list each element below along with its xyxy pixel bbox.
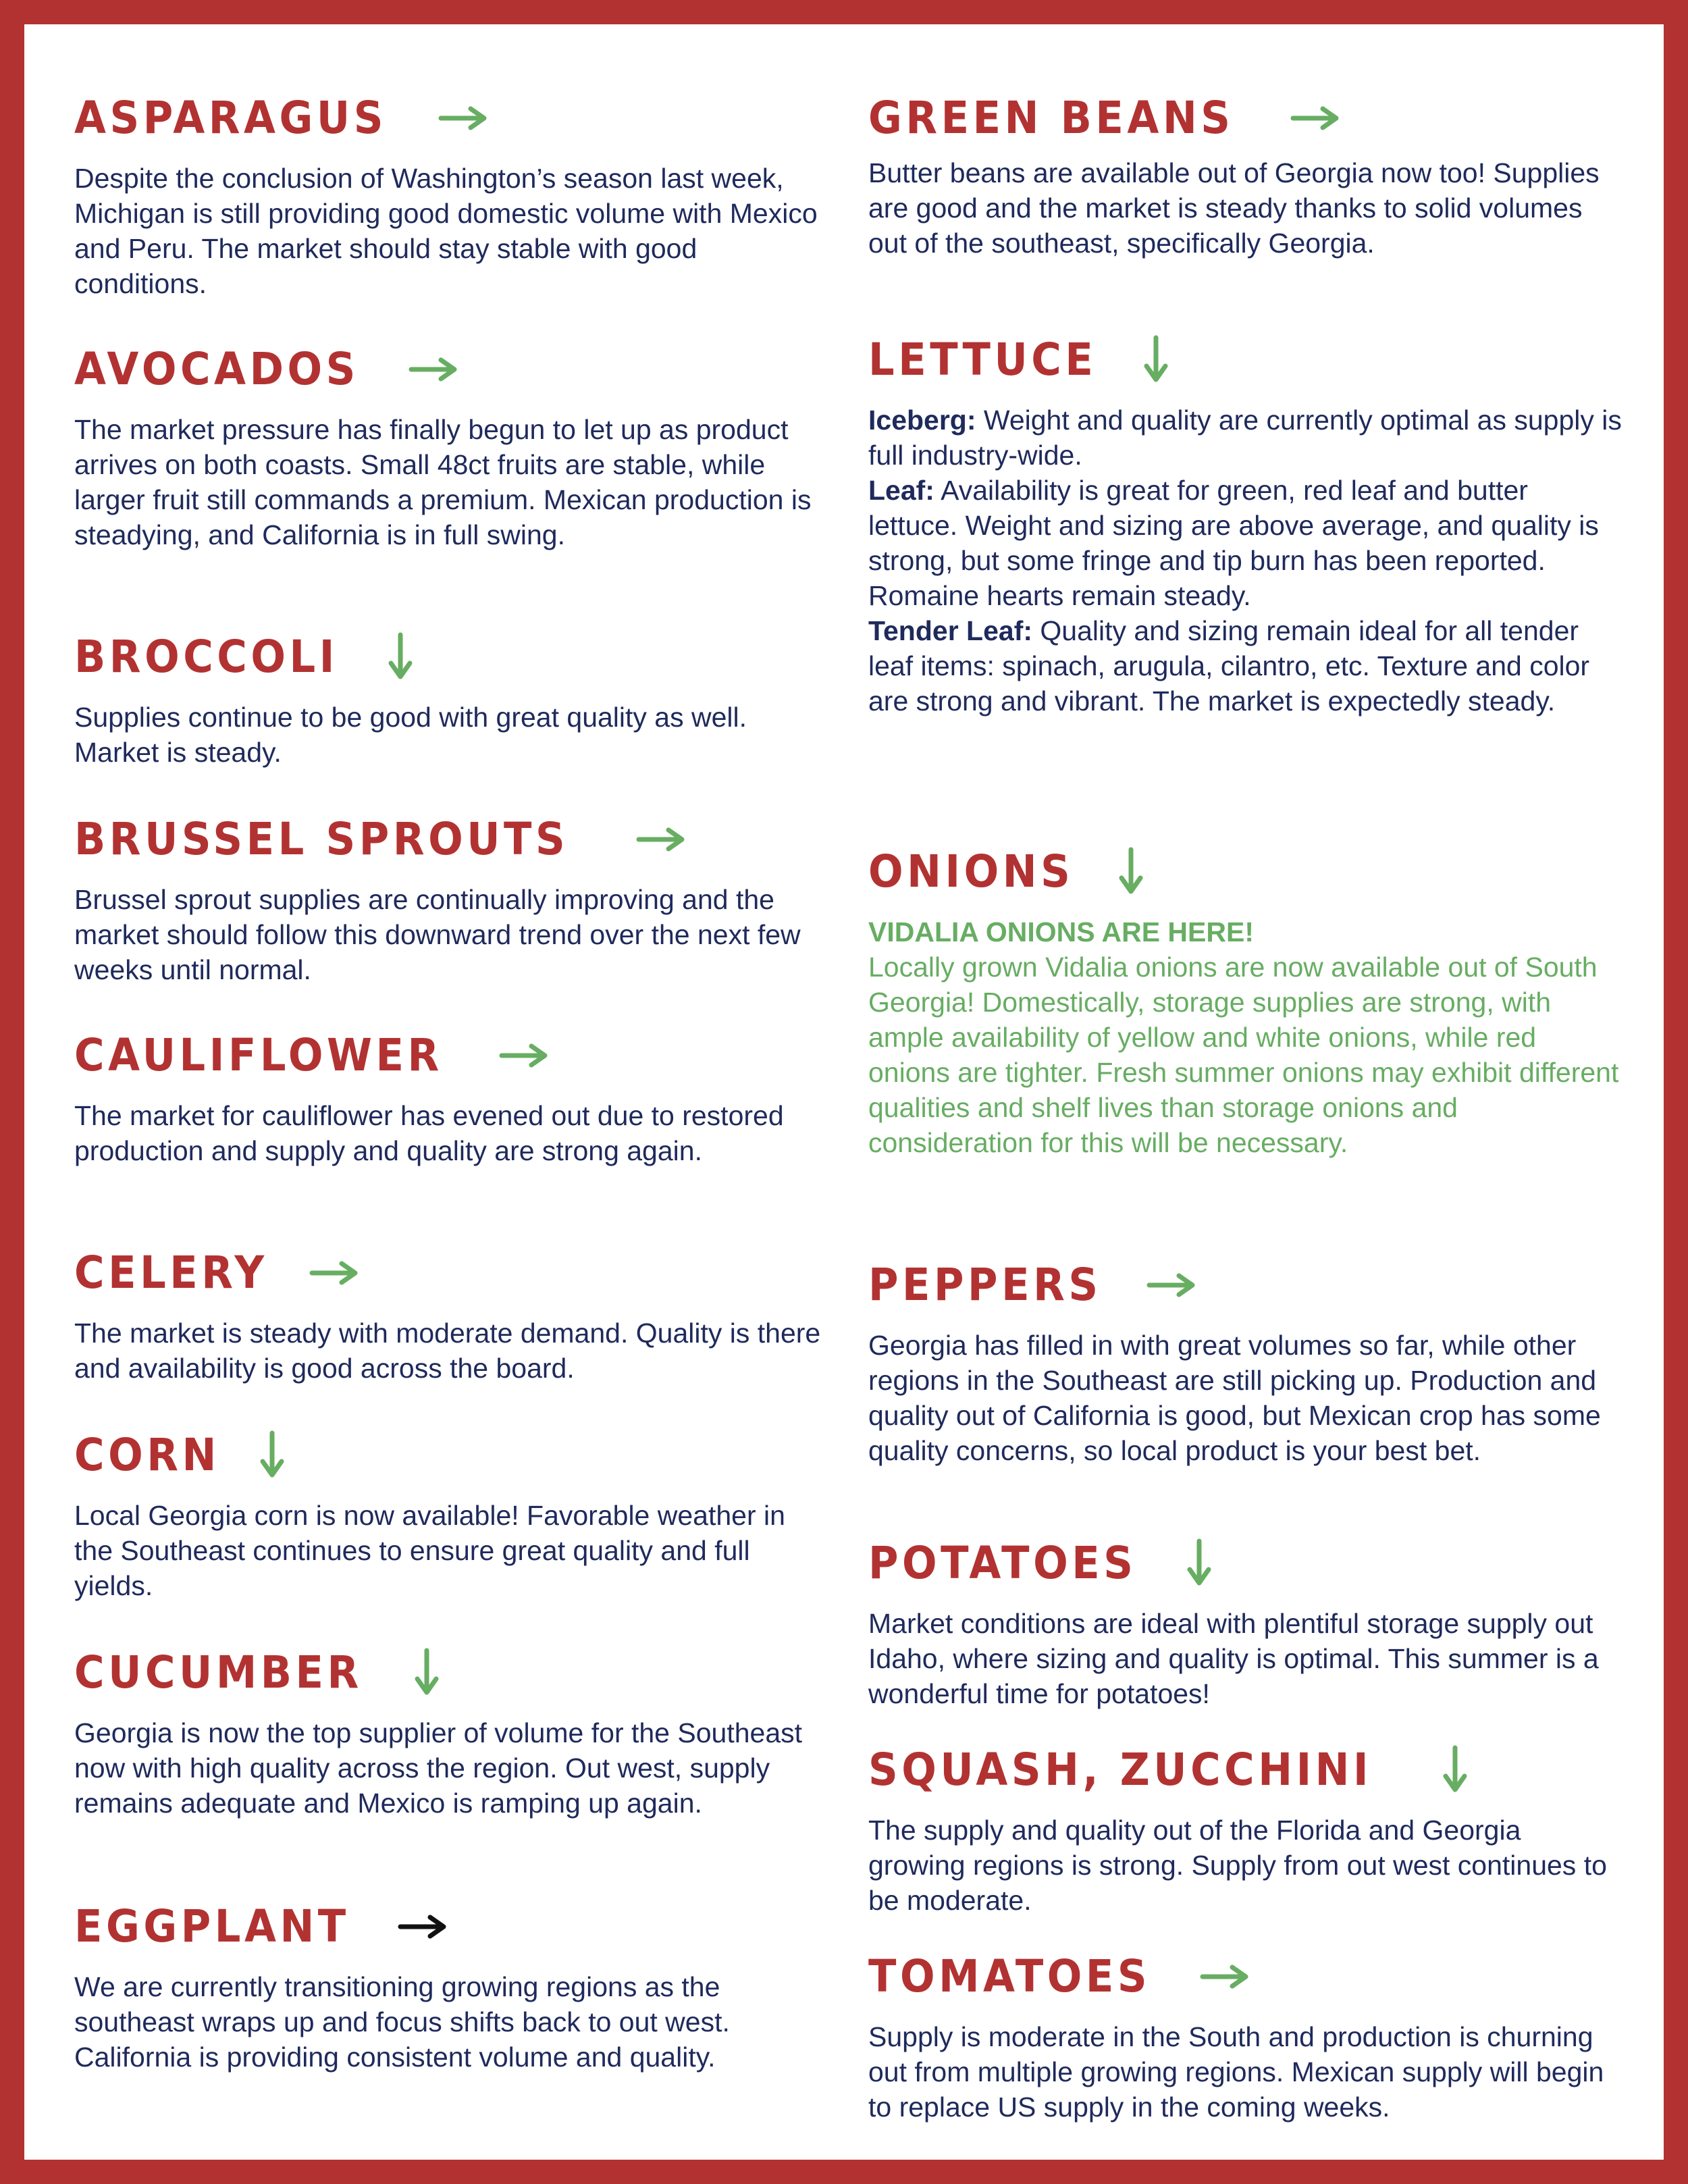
section-potatoes: [868, 1533, 1625, 1711]
section-header: [74, 1425, 824, 1486]
section-cauliflower: [74, 1025, 824, 1168]
section-header: [74, 1243, 824, 1303]
tender-leaf-label: Tender Leaf:: [868, 615, 1032, 646]
section-text: Georgia has filled in with great volumes so far, while other regions in the Southeast are still picking up. Production and quality out of California is good, but Mexican crop has some quality concerns, so local product is your best bet.: [868, 1330, 1601, 1466]
iceberg-text: Weight and quality are currently optimal as supply is full industry-wide.: [868, 405, 1622, 471]
section-text: The market pressure has finally begun to let up as product arrives on both coasts. Small 48ct fruits are stable, while larger fruit still commands a premium. Mexican production is steadying, and California is in full swing.: [74, 414, 812, 550]
section-header: [868, 1533, 1625, 1594]
section-title: POTATOES: [868, 1537, 1137, 1589]
lettuce-iceberg: [868, 402, 1625, 473]
down-arrow-icon: [1440, 1745, 1470, 1795]
section-title: BRUSSEL SPROUTS: [74, 813, 569, 865]
section-cucumber: [74, 1642, 824, 1821]
section-header: [868, 330, 1625, 390]
lettuce-tender-leaf: [868, 613, 1625, 719]
section-title: AVOCADOS: [74, 343, 359, 395]
section-avocados: [74, 339, 824, 552]
section-title: EGGPLANT: [74, 1900, 350, 1952]
right-arrow-icon: [398, 1913, 449, 1940]
section-text: The supply and quality out of the Florida and Georgia growing regions is strong. Supply from out west continues to be moderate.: [868, 1815, 1607, 1916]
down-arrow-icon: [1184, 1538, 1214, 1588]
section-title: SQUASH, ZUCCHINI: [868, 1744, 1373, 1796]
tender-leaf-text: Quality and sizing remain ideal for all tender leaf items: spinach, arugula, cilantro, etc. Texture and color are strong and vibrant. The market is expectedly steady.: [868, 615, 1590, 717]
section-header: [74, 1025, 824, 1086]
section-text: Market conditions are ideal with plentiful storage supply out Idaho, where sizing and quality is optimal. This summer is a wonderful time for potatoes!: [868, 1608, 1599, 1709]
section-title: TOMATOES: [868, 1950, 1151, 2002]
section-header: [868, 1740, 1625, 1800]
section-text: Supply is moderate in the South and production is churning out from multiple growing regions. Mexican supply will begin to replace US supply in the coming weeks.: [868, 2021, 1604, 2123]
section-header: [74, 809, 824, 870]
right-arrow-icon: [1200, 1963, 1251, 1990]
section-text: Despite the conclusion of Washington’s season last week, Michigan is still providing good domestic volume with Mexico and Peru. The market should stay stable with good conditions.: [74, 163, 818, 299]
section-header: [868, 88, 1625, 149]
right-arrow-icon: [499, 1042, 550, 1069]
right-arrow-icon: [1146, 1272, 1198, 1299]
section-title: CORN: [74, 1429, 220, 1481]
section-title: PEPPERS: [868, 1259, 1102, 1311]
section-text: Local Georgia corn is now available! Favorable weather in the Southeast continues to ensure great quality and full yields.: [74, 1500, 785, 1601]
down-arrow-icon: [1116, 847, 1146, 897]
section-lettuce: [868, 330, 1625, 719]
section-text: The market for cauliflower has evened out due to restored production and supply and quality are strong again.: [74, 1100, 784, 1166]
section-corn: [74, 1425, 824, 1603]
section-title: CAULIFLOWER: [74, 1029, 443, 1081]
section-text: [868, 914, 1625, 1160]
leaf-label: Leaf:: [868, 475, 934, 506]
down-arrow-icon: [386, 632, 415, 682]
down-arrow-icon: [412, 1648, 442, 1698]
section-title: GREEN BEANS: [868, 92, 1234, 144]
section-text: [868, 402, 1625, 719]
section-broccoli: [74, 627, 824, 770]
iceberg-label: Iceberg:: [868, 405, 976, 436]
right-arrow-icon: [1290, 105, 1342, 132]
section-eggplant: [74, 1896, 824, 2075]
section-text: Brussel sprout supplies are continually improving and the market should follow this downward trend over the next few weeks until normal.: [74, 884, 801, 985]
section-text: Butter beans are available out of Georgia now too! Supplies are good and the market is steady thanks to solid volumes out of the southeast, specifically Georgia.: [868, 157, 1600, 259]
section-text: Supplies continue to be good with great quality as well. Market is steady.: [74, 702, 747, 768]
onions-text: Locally grown Vidalia onions are now available out of South Georgia! Domestically, storage supplies are strong, with ample availability of yellow and white onions, while red onions are tighter. Fresh summer onions may exhibit different qualities and shelf lives than storage onions and consideration for this will be necessary.: [868, 952, 1619, 1158]
section-title: ONIONS: [868, 846, 1074, 898]
down-arrow-icon: [1141, 335, 1171, 385]
section-asparagus: [74, 88, 824, 301]
section-header: [74, 627, 824, 687]
section-header: [868, 1946, 1625, 2007]
section-text: Georgia is now the top supplier of volume for the Southeast now with high quality across the region. Out west, supply remains adequate and Mexico is ramping up again.: [74, 1717, 803, 1819]
down-arrow-icon: [257, 1430, 287, 1480]
right-arrow-icon: [438, 105, 490, 132]
section-text: We are currently transitioning growing regions as the southeast wraps up and focus shifts back to out west. California is providing consistent volume and quality.: [74, 1971, 730, 2073]
right-arrow-icon: [408, 356, 460, 383]
section-onions: [868, 841, 1625, 1160]
section-brussel-sprouts: [74, 809, 824, 987]
section-squash-zucchini: [868, 1740, 1625, 1918]
lettuce-leaf: [868, 473, 1625, 613]
onions-highlight: VIDALIA ONIONS ARE HERE!: [868, 916, 1254, 947]
section-header: [868, 841, 1625, 902]
leaf-text: Availability is great for green, red leaf and butter lettuce. Weight and sizing are above average, and quality is strong, but some fringe and tip burn has been reported. Romaine hearts remain steady.: [868, 475, 1599, 611]
section-title: ASPARAGUS: [74, 92, 387, 144]
section-header: [74, 1642, 824, 1703]
right-arrow-icon: [309, 1259, 361, 1286]
section-green-beans: [868, 88, 1625, 261]
section-header: [74, 1896, 824, 1957]
section-title: BROCCOLI: [74, 631, 338, 683]
section-header: [868, 1255, 1625, 1316]
section-text: The market is steady with moderate demand. Quality is there and availability is good across the board.: [74, 1318, 821, 1384]
section-title: LETTUCE: [868, 334, 1097, 386]
section-header: [74, 339, 824, 400]
section-tomatoes: [868, 1946, 1625, 2125]
section-peppers: [868, 1255, 1625, 1468]
section-title: CELERY: [74, 1247, 268, 1299]
section-header: [74, 88, 824, 149]
section-title: CUCUMBER: [74, 1646, 363, 1698]
right-arrow-icon: [636, 826, 687, 853]
section-celery: [74, 1243, 824, 1386]
